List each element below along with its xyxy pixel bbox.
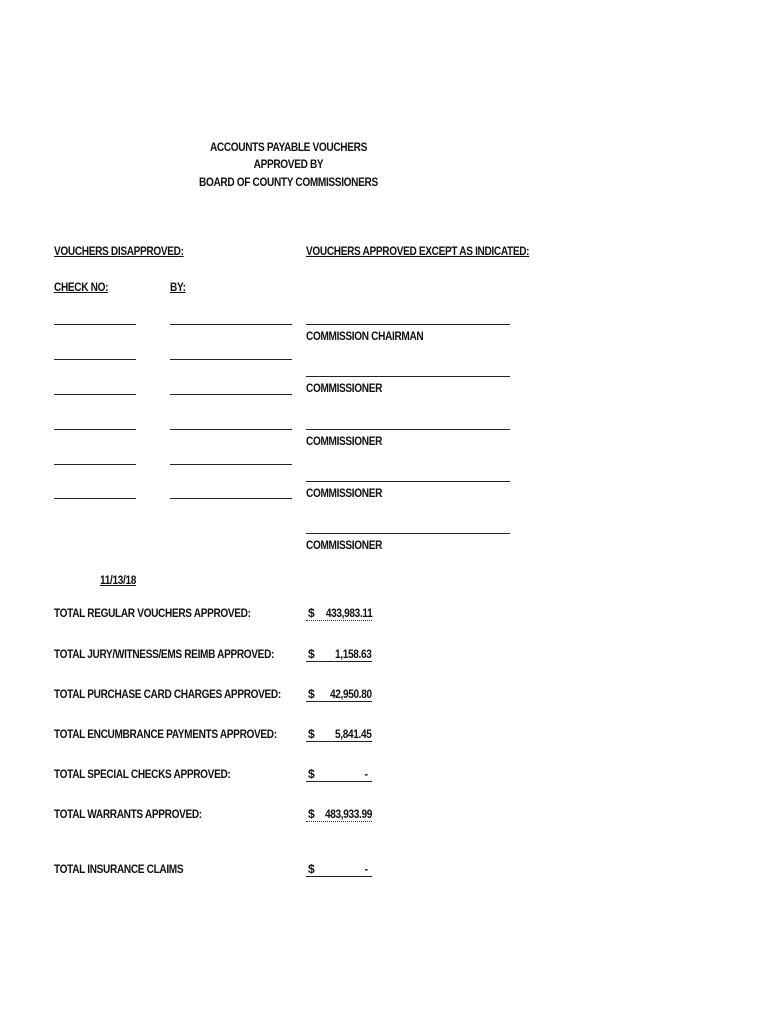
by-label: BY: [170,280,186,294]
total-amount [306,807,372,822]
check-no-line [54,464,136,465]
check-no-line [54,429,136,430]
total-amount [306,727,372,742]
total-amount [306,687,372,702]
amount-value: 483,933.99 [324,807,372,821]
header-line-1: ACCOUNTS PAYABLE VOUCHERS [209,140,367,154]
amount-value: 433,983.11 [325,606,372,620]
amount-value: 42,950.80 [330,687,372,701]
currency-symbol: $ [308,687,315,701]
total-label: TOTAL PURCHASE CARD CHARGES APPROVED: [54,687,281,701]
total-amount [306,647,372,662]
signature-title: COMMISSION CHAIRMAN [306,329,424,343]
amount-value: 5,841.45 [335,727,372,741]
total-label: TOTAL JURY/WITNESS/EMS REIMB APPROVED: [54,647,275,661]
by-line [170,359,292,360]
total-amount [306,862,372,877]
check-no-line [54,324,136,325]
date: 11/13/18 [100,573,137,587]
amount-value: 1,158.63 [335,647,372,661]
amount-value: - [364,862,368,876]
currency-symbol: $ [308,727,315,741]
check-no-line [54,394,136,395]
check-no-label: CHECK NO: [54,280,109,294]
vouchers-disapproved-label: VOUCHERS DISAPPROVED: [54,244,184,258]
by-line [170,429,292,430]
signature-line [306,533,510,534]
signature-title: COMMISSIONER [306,486,383,500]
total-label: TOTAL WARRANTS APPROVED: [54,807,202,821]
check-no-line [54,359,136,360]
total-label: TOTAL REGULAR VOUCHERS APPROVED: [54,606,251,620]
currency-symbol: $ [308,606,315,620]
signature-line [306,376,510,377]
check-no-line [54,498,136,499]
currency-symbol: $ [308,767,315,781]
signature-line [306,429,510,430]
total-amount [306,767,372,782]
signature-title: COMMISSIONER [306,538,383,552]
by-line [170,498,292,499]
by-line [170,324,292,325]
signature-title: COMMISSIONER [306,381,383,395]
currency-symbol: $ [308,862,315,876]
total-label: TOTAL ENCUMBRANCE PAYMENTS APPROVED: [54,727,277,741]
amount-value: - [364,767,368,781]
total-label: TOTAL INSURANCE CLAIMS [54,862,184,876]
signature-line [306,324,510,325]
total-label: TOTAL SPECIAL CHECKS APPROVED: [54,767,231,781]
total-amount [306,606,372,621]
by-line [170,464,292,465]
header-line-3: BOARD OF COUNTY COMMISSIONERS [198,175,378,189]
signature-line [306,481,510,482]
currency-symbol: $ [308,647,315,661]
currency-symbol: $ [308,807,315,821]
vouchers-approved-label: VOUCHERS APPROVED EXCEPT AS INDICATED: [306,244,530,258]
signature-title: COMMISSIONER [306,434,383,448]
header-line-2: APPROVED BY [253,157,323,171]
by-line [170,394,292,395]
